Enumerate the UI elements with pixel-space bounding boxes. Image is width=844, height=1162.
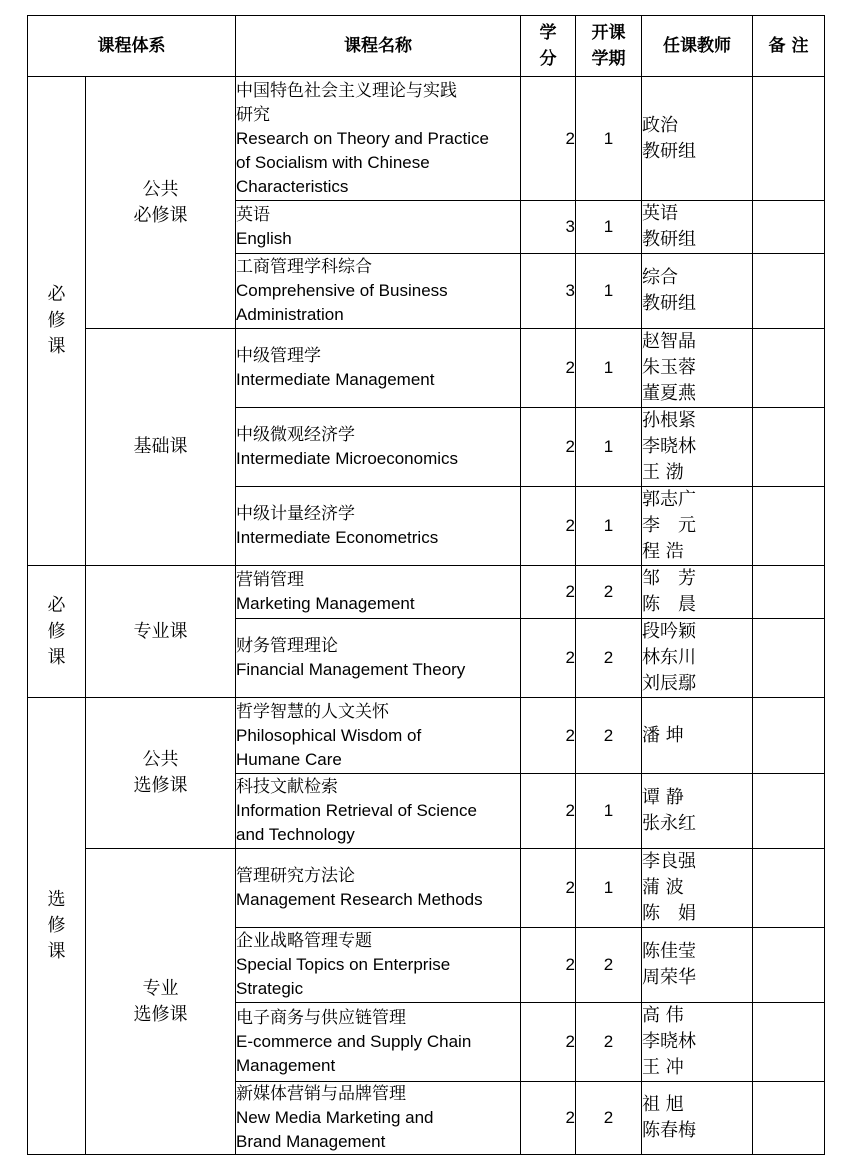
category-char: 修 — [47, 310, 66, 331]
course-name-cell — [236, 1003, 521, 1082]
subcategory-line: 公共 — [142, 178, 179, 200]
header-row — [28, 16, 825, 77]
course-name-en: Information Retrieval of Science — [236, 801, 477, 820]
course-name-cell — [236, 698, 521, 774]
note-cell — [753, 566, 825, 619]
teacher-name: 蒲 波 — [642, 877, 684, 898]
term-cell: 2 — [576, 698, 642, 774]
teacher-name: 李 元 — [642, 515, 696, 536]
note-cell — [753, 619, 825, 698]
term-cell: 1 — [576, 408, 642, 487]
teacher-name: 林东川 — [642, 647, 696, 668]
subcategory-cell — [86, 566, 236, 698]
teacher-cell — [642, 1003, 753, 1082]
course-name-en: Management Research Methods — [236, 890, 483, 909]
credit-cell: 2 — [521, 1082, 576, 1155]
note-cell — [753, 201, 825, 254]
header-teacher: 任课教师 — [642, 16, 753, 77]
course-name-en: Comprehensive of Business — [236, 281, 448, 300]
course-name-cell — [236, 774, 521, 849]
course-name-zh: 英语 — [236, 205, 270, 225]
course-name-en: Intermediate Microeconomics — [236, 449, 459, 468]
credit-cell: 2 — [521, 698, 576, 774]
table-row — [28, 566, 825, 619]
credit-cell: 2 — [521, 77, 576, 201]
course-name-en: New Media Marketing and — [236, 1108, 434, 1127]
course-name-en: of Socialism with Chinese — [236, 152, 430, 172]
category-char: 必 — [47, 284, 66, 305]
note-cell — [753, 849, 825, 928]
note-cell — [753, 774, 825, 849]
course-name-en: Management — [236, 1056, 336, 1075]
category-cell — [28, 566, 86, 698]
note-cell — [753, 1082, 825, 1155]
teacher-name: 谭 静 — [642, 787, 684, 808]
teacher-name: 邹 芳 — [642, 568, 696, 589]
credit-cell: 2 — [521, 566, 576, 619]
teacher-cell — [642, 408, 753, 487]
teacher-name: 王 渤 — [642, 462, 684, 483]
note-cell — [753, 698, 825, 774]
subcategory-cell — [86, 849, 236, 1155]
note-cell — [753, 77, 825, 201]
term-cell: 2 — [576, 1082, 642, 1155]
term-cell: 2 — [576, 566, 642, 619]
teacher-cell — [642, 254, 753, 329]
teacher-name: 李良强 — [642, 851, 696, 872]
category-char: 必 — [47, 594, 66, 616]
teacher-name: 陈 晨 — [642, 594, 696, 615]
teacher-name: 陈佳莹 — [642, 941, 696, 962]
teacher-name: 段吟颖 — [642, 621, 696, 642]
course-name-zh: 电子商务与供应链管理 — [236, 1008, 406, 1028]
course-name-zh: 研究 — [236, 104, 270, 125]
teacher-name: 赵智晶 — [642, 331, 696, 352]
course-name-en: Characteristics — [236, 176, 349, 196]
teacher-cell — [642, 928, 753, 1003]
teacher-name: 王 冲 — [642, 1057, 684, 1078]
course-name-en: Humane Care — [236, 749, 342, 769]
header-system: 课程体系 — [28, 16, 236, 77]
course-name-zh: 哲学智慧的人文关怀 — [236, 701, 389, 722]
teacher-cell — [642, 487, 753, 566]
course-name-zh: 科技文献检索 — [236, 777, 338, 797]
teacher-name: 李晓林 — [642, 436, 696, 457]
teacher-cell — [642, 698, 753, 774]
course-name-zh: 企业战略管理专题 — [236, 931, 372, 951]
course-name-en: Brand Management — [236, 1132, 386, 1151]
teacher-name: 教研组 — [642, 140, 696, 162]
subcategory-line: 选修课 — [133, 1003, 188, 1025]
term-cell: 1 — [576, 487, 642, 566]
teacher-name: 陈春梅 — [642, 1120, 696, 1141]
subcategory-cell — [86, 77, 236, 329]
course-name-zh: 工商管理学科综合 — [236, 257, 372, 277]
course-name-zh: 财务管理理论 — [236, 636, 338, 656]
category-char: 课 — [47, 336, 66, 357]
term-cell: 1 — [576, 201, 642, 254]
header-credit — [521, 16, 576, 77]
credit-cell: 2 — [521, 1003, 576, 1082]
course-name-en: English — [236, 229, 292, 248]
note-cell — [753, 1003, 825, 1082]
term-cell: 1 — [576, 774, 642, 849]
course-name-en: Intermediate Econometrics — [236, 528, 439, 547]
teacher-name: 教研组 — [642, 293, 696, 314]
subcategory-line: 公共 — [142, 749, 179, 770]
credit-cell: 2 — [521, 849, 576, 928]
course-name-en: Financial Management Theory — [236, 660, 466, 679]
term-cell: 1 — [576, 77, 642, 201]
course-name-cell — [236, 1082, 521, 1155]
teacher-cell — [642, 566, 753, 619]
term-cell: 2 — [576, 619, 642, 698]
note-cell — [753, 408, 825, 487]
teacher-name: 祖 旭 — [642, 1094, 684, 1115]
teacher-cell — [642, 774, 753, 849]
term-cell: 1 — [576, 849, 642, 928]
teacher-name: 陈 娟 — [642, 903, 696, 924]
course-name-cell — [236, 928, 521, 1003]
course-name-en: Research on Theory and Practice — [236, 128, 489, 148]
teacher-name: 潘 坤 — [642, 724, 684, 746]
header-term-line: 开课 — [591, 23, 626, 43]
course-name-cell — [236, 487, 521, 566]
course-name-zh: 中级计量经济学 — [236, 504, 355, 524]
teacher-cell — [642, 1082, 753, 1155]
teacher-name: 程 浩 — [642, 541, 684, 562]
course-name-en: Philosophical Wisdom of — [236, 725, 422, 745]
course-name-zh: 新媒体营销与品牌管理 — [236, 1084, 406, 1104]
teacher-cell — [642, 329, 753, 408]
teacher-name: 周荣华 — [642, 967, 696, 988]
table-row — [28, 77, 825, 201]
credit-cell: 2 — [521, 487, 576, 566]
subcategory-line: 专业课 — [133, 620, 188, 642]
table-row — [28, 849, 825, 928]
term-cell: 1 — [576, 329, 642, 408]
course-name-zh: 中国特色社会主义理论与实践 — [236, 80, 457, 101]
course-name-cell — [236, 849, 521, 928]
term-cell: 1 — [576, 254, 642, 329]
teacher-name: 英语 — [642, 203, 678, 224]
subcategory-line: 基础课 — [133, 436, 188, 457]
course-name-en: and Technology — [236, 825, 355, 844]
term-cell: 2 — [576, 928, 642, 1003]
table-row — [28, 698, 825, 774]
course-table — [27, 15, 825, 1155]
note-cell — [753, 928, 825, 1003]
teacher-name: 郭志广 — [642, 489, 696, 510]
course-name-cell — [236, 254, 521, 329]
teacher-cell — [642, 201, 753, 254]
header-note: 备 注 — [753, 16, 825, 77]
teacher-name: 高 伟 — [642, 1005, 684, 1026]
subcategory-line: 选修课 — [133, 775, 188, 796]
course-name-en: Intermediate Management — [236, 370, 435, 389]
credit-cell: 3 — [521, 254, 576, 329]
header-term-line: 学期 — [591, 49, 626, 69]
teacher-name: 李晓林 — [642, 1031, 696, 1052]
course-name-cell — [236, 408, 521, 487]
note-cell — [753, 329, 825, 408]
header-name: 课程名称 — [236, 16, 521, 77]
header-credit-line: 学 — [539, 23, 557, 43]
credit-cell: 2 — [521, 329, 576, 408]
teacher-name: 刘辰鄢 — [642, 673, 696, 694]
subcategory-cell — [86, 329, 236, 566]
teacher-name: 孙根紧 — [642, 410, 696, 431]
subcategory-line: 必修课 — [133, 204, 188, 226]
category-char: 选 — [47, 889, 66, 910]
teacher-cell — [642, 619, 753, 698]
note-cell — [753, 254, 825, 329]
course-name-zh: 营销管理 — [236, 570, 304, 590]
category-char: 修 — [47, 620, 66, 642]
course-name-en: Administration — [236, 305, 344, 324]
note-cell — [753, 487, 825, 566]
course-name-cell — [236, 77, 521, 201]
teacher-cell — [642, 77, 753, 201]
subcategory-line: 专业 — [142, 977, 179, 999]
course-name-zh: 中级微观经济学 — [236, 425, 355, 445]
category-char: 课 — [47, 646, 66, 668]
teacher-cell — [642, 849, 753, 928]
course-name-en: Special Topics on Enterprise — [236, 955, 451, 974]
course-name-zh: 管理研究方法论 — [236, 866, 355, 886]
header-credit-line: 分 — [539, 49, 557, 69]
teacher-name: 综合 — [642, 267, 678, 288]
category-char: 修 — [47, 915, 66, 936]
teacher-name: 教研组 — [642, 229, 696, 250]
credit-cell: 2 — [521, 774, 576, 849]
course-name-en: Marketing Management — [236, 594, 415, 613]
credit-cell: 3 — [521, 201, 576, 254]
course-name-cell — [236, 329, 521, 408]
credit-cell: 2 — [521, 619, 576, 698]
table-row — [28, 329, 825, 408]
course-name-cell — [236, 201, 521, 254]
course-name-en: E-commerce and Supply Chain — [236, 1032, 472, 1051]
teacher-name: 张永红 — [642, 813, 696, 834]
teacher-name: 政治 — [642, 114, 678, 136]
course-name-zh: 中级管理学 — [236, 346, 321, 366]
category-cell — [28, 77, 86, 566]
teacher-name: 董夏燕 — [642, 383, 696, 404]
teacher-name: 朱玉蓉 — [642, 357, 696, 378]
course-name-cell — [236, 566, 521, 619]
category-cell — [28, 698, 86, 1155]
header-term — [576, 16, 642, 77]
credit-cell: 2 — [521, 408, 576, 487]
credit-cell: 2 — [521, 928, 576, 1003]
term-cell: 2 — [576, 1003, 642, 1082]
subcategory-cell — [86, 698, 236, 849]
category-char: 课 — [47, 941, 66, 962]
course-name-cell — [236, 619, 521, 698]
course-name-en: Strategic — [236, 979, 304, 998]
